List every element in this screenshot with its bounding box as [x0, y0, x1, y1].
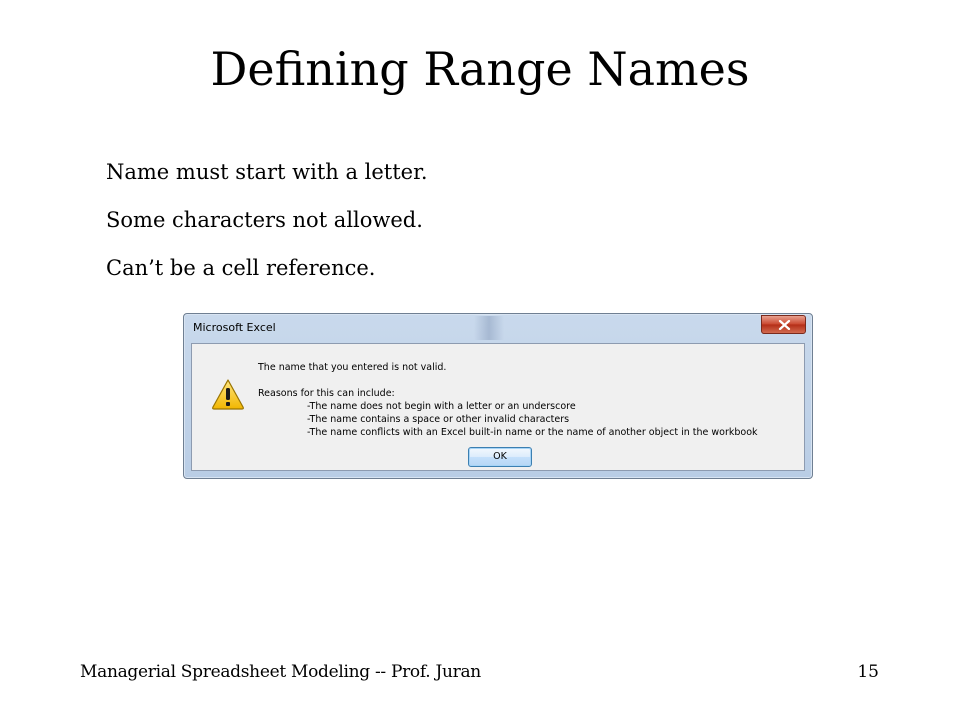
bullet-item: Can’t be a cell reference. — [106, 256, 376, 280]
bullet-list — [106, 148, 428, 292]
reason-item: -The name conflicts with an Excel built-in name or the name of another object in the workbook — [307, 427, 758, 438]
close-button[interactable] — [761, 315, 806, 334]
page-number: 15 — [857, 662, 879, 682]
footer-text: Managerial Spreadsheet Modeling -- Prof. Juran — [80, 662, 481, 682]
warning-icon — [211, 378, 245, 410]
reason-item: -The name contains a space or other invalid characters — [307, 414, 570, 425]
dialog-titlebar[interactable] — [184, 314, 812, 342]
titlebar-sheen — [474, 316, 504, 340]
dialog-title: Microsoft Excel — [193, 321, 276, 334]
dialog-body — [191, 343, 805, 471]
bullet-item: Some characters not allowed. — [106, 208, 423, 232]
error-message: The name that you entered is not valid. — [258, 362, 447, 373]
bullet-item: Name must start with a letter. — [106, 160, 428, 184]
reasons-heading: Reasons for this can include: — [258, 388, 395, 399]
slide-title: Defining Range Names — [210, 42, 750, 96]
ok-button[interactable]: OK — [468, 447, 532, 467]
error-dialog — [183, 313, 813, 479]
close-icon — [778, 320, 791, 330]
reason-item: -The name does not begin with a letter or an underscore — [307, 401, 576, 412]
